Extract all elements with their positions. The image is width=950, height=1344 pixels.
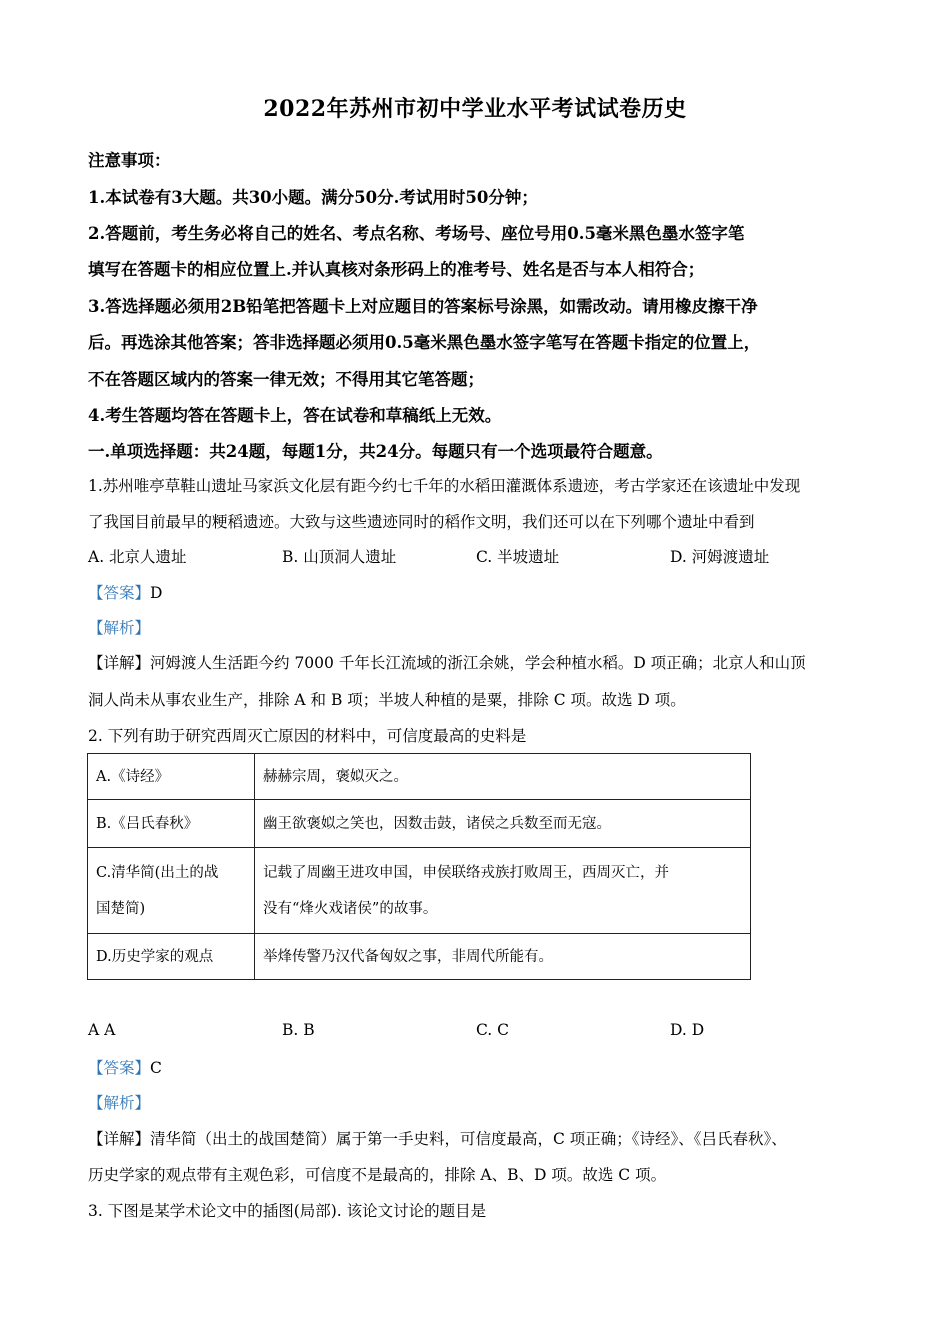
answer-value: D: [150, 584, 163, 602]
exam-title: 2022年苏州市初中学业水平考试试卷历史: [263, 96, 687, 122]
content-cell: 幽王欲褒姒之笑也，因数击鼓，诸侯之兵数至而无寇。: [255, 800, 751, 848]
source-line: C.清华简(出土的战: [96, 864, 219, 881]
q1-analysis-tag: 【解析】: [88, 619, 151, 637]
q2-source-table: [87, 753, 751, 980]
notice-line-3: 填写在答题卡的相应位置上.并认真核对条形码上的准考号、姓名是否与本人相符合；: [88, 260, 705, 279]
source-cell: D.历史学家的观点: [88, 934, 255, 980]
q1-option-c: C. 半坡遗址: [476, 548, 560, 566]
notice-line-5: 后。再选涂其他答案；答非选择题必须用0.5毫米黑色墨水签字笔写在答题卡指定的位置上，: [88, 333, 761, 352]
section-heading: 一.单项选择题：共24题，每题1分，共24分。每题只有一个选项最符合题意。: [88, 442, 663, 461]
notice-line-6: 不在答题区域内的答案一律无效；不得用其它笔答题；: [88, 370, 484, 389]
q1-answer: [88, 581, 162, 603]
table-row: [88, 848, 751, 934]
q2-option-d: D. D: [670, 1021, 705, 1039]
content-cell: 赫赫宗周，褒姒灭之。: [255, 754, 751, 800]
q2-analysis-tag: 【解析】: [88, 1094, 151, 1112]
detail-text: 河姆渡人生活距今约 7000 千年长江流域的浙江余姚，学会种植水稻。D 项正确；北京人和山顶: [150, 654, 806, 672]
answer-tag: 【答案】: [88, 1059, 151, 1077]
source-cell: B.《吕氏春秋》: [88, 800, 255, 848]
notice-line-7: 4.考生答题均答在答题卡上，答在试卷和草稿纸上无效。: [88, 406, 502, 425]
q1-option-d: D. 河姆渡遗址: [670, 548, 770, 566]
q2-option-c: C. C: [476, 1021, 510, 1039]
q1-option-a: A. 北京人遗址: [88, 548, 187, 566]
q3-stem: 3. 下图是某学术论文中的插图(局部). 该论文讨论的题目是: [88, 1202, 487, 1220]
answer-tag: 【答案】: [88, 584, 151, 602]
q1-stem-line-2: 了我国目前最早的粳稻遗迹。大致与这些遗迹同时的稻作文明，我们还可以在下列哪个遗址中看到: [88, 513, 755, 531]
source-cell: [88, 848, 255, 934]
content-cell: 举烽传警乃汉代备匈奴之事，非周代所能有。: [255, 934, 751, 980]
content-line: 记载了周幽王进攻申国，申侯联络戎族打败周王，西周灭亡，并: [263, 864, 669, 881]
answer-value: C: [150, 1059, 162, 1077]
q2-option-b: B. B: [282, 1021, 315, 1039]
q1-option-b: B. 山顶洞人遗址: [282, 548, 397, 566]
detail-tag: 【详解】: [88, 654, 151, 672]
detail-tag: 【详解】: [88, 1130, 151, 1148]
table-row: [88, 934, 751, 980]
q2-detail-line-2: 历史学家的观点带有主观色彩，可信度不是最高的，排除 A、B、D 项。故选 C 项。: [88, 1166, 667, 1184]
q2-detail-line-1: [88, 1127, 787, 1149]
q1-detail-line-1: [88, 651, 806, 673]
table-row: [88, 800, 751, 848]
q1-detail-line-2: 洞人尚未从事农业生产，排除 A 和 B 项；半坡人种植的是粟，排除 C 项。故选 D 项。: [88, 691, 686, 709]
q2-answer: [88, 1056, 162, 1078]
q2-option-a: A A: [88, 1021, 116, 1039]
notice-line-1: 1.本试卷有3大题。共30小题。满分50分.考试用时50分钟；: [88, 188, 538, 207]
source-cell: A.《诗经》: [88, 754, 255, 800]
notice-line-4: 3.答选择题必须用2B铅笔把答题卡上对应题目的答案标号涂黑，如需改动。请用橡皮擦干净: [88, 297, 758, 316]
detail-text: 清华简（出土的战国楚简）属于第一手史料，可信度最高，C 项正确；《诗经》、《吕氏春秋》、: [150, 1130, 787, 1148]
q2-stem: 2. 下列有助于研究西周灭亡原因的材料中，可信度最高的史料是: [88, 727, 527, 745]
content-line: 没有“烽火戏诸侯”的故事。: [263, 900, 438, 917]
notice-heading: 注意事项：: [88, 151, 171, 170]
notice-line-2: 2.答题前，考生务必将自己的姓名、考点名称、考场号、座位号用0.5毫米黑色墨水签字笔: [88, 224, 745, 243]
source-line: 国楚简): [96, 900, 146, 917]
table-row: [88, 754, 751, 800]
q1-stem-line-1: 1.苏州唯亭草鞋山遗址马家浜文化层有距今约七千年的水稻田灌溉体系遗迹，考古学家还在该遗址中发现: [88, 477, 801, 495]
content-cell: [255, 848, 751, 934]
